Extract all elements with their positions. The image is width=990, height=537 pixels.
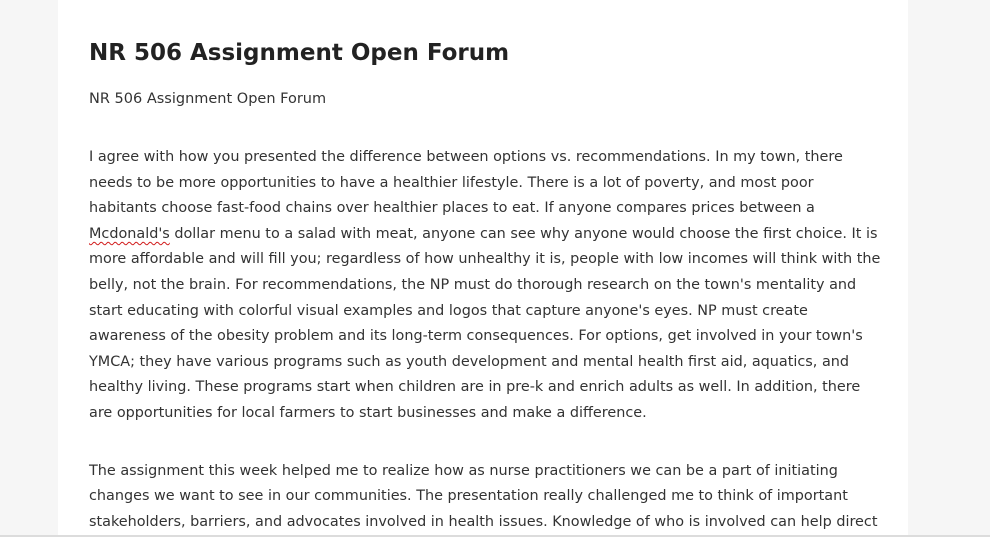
paragraph-2: The assignment this week helped me to realize how as nurse practitioners we can be a part of initiating changes we want to see in our communities. The presentation really challenged me to think of important stakeholders, barriers, and advocates involved in health issues. Knowledge of who is involved can help direct — [89, 462, 878, 530]
page-title: NR 506 Assignment Open Forum — [89, 40, 510, 66]
article-content — [89, 0, 884, 535]
misspelled-word[interactable]: Mcdonald's — [89, 225, 170, 242]
article-card — [58, 0, 908, 537]
paragraph-1-text-end: dollar menu to a salad with meat, anyone can see why anyone would choose the first choice. It is more affordable and will fill you; regardless of how unhealthy it is, people with low incomes will think with the belly, not the brain. For recommendations, the NP must do thorough research on the town's mentality and start educating with colorful visual examples and logos that capture anyone's eyes. NP must create awareness of the obesity problem and its long-term consequences. For options, get involved in your town's YMCA; they have various programs such as youth development and mental health first aid, aquatics, and healthy living. These programs start when children are in pre-k and enrich adults as well. In addition, there are opportunities for local farmers to start businesses and make a difference. — [89, 225, 881, 421]
article-subtitle: NR 506 Assignment Open Forum — [89, 91, 327, 107]
paragraph-1-text-start: I agree with how you presented the difference between options vs. recommendations. In my town, there needs to be more opportunities to have a healthier lifestyle. There is a lot of poverty, and most poor habitants choose fast-food chains over healthier places to eat. If anyone compares prices between a — [89, 149, 843, 217]
paragraph-1 — [89, 145, 884, 427]
